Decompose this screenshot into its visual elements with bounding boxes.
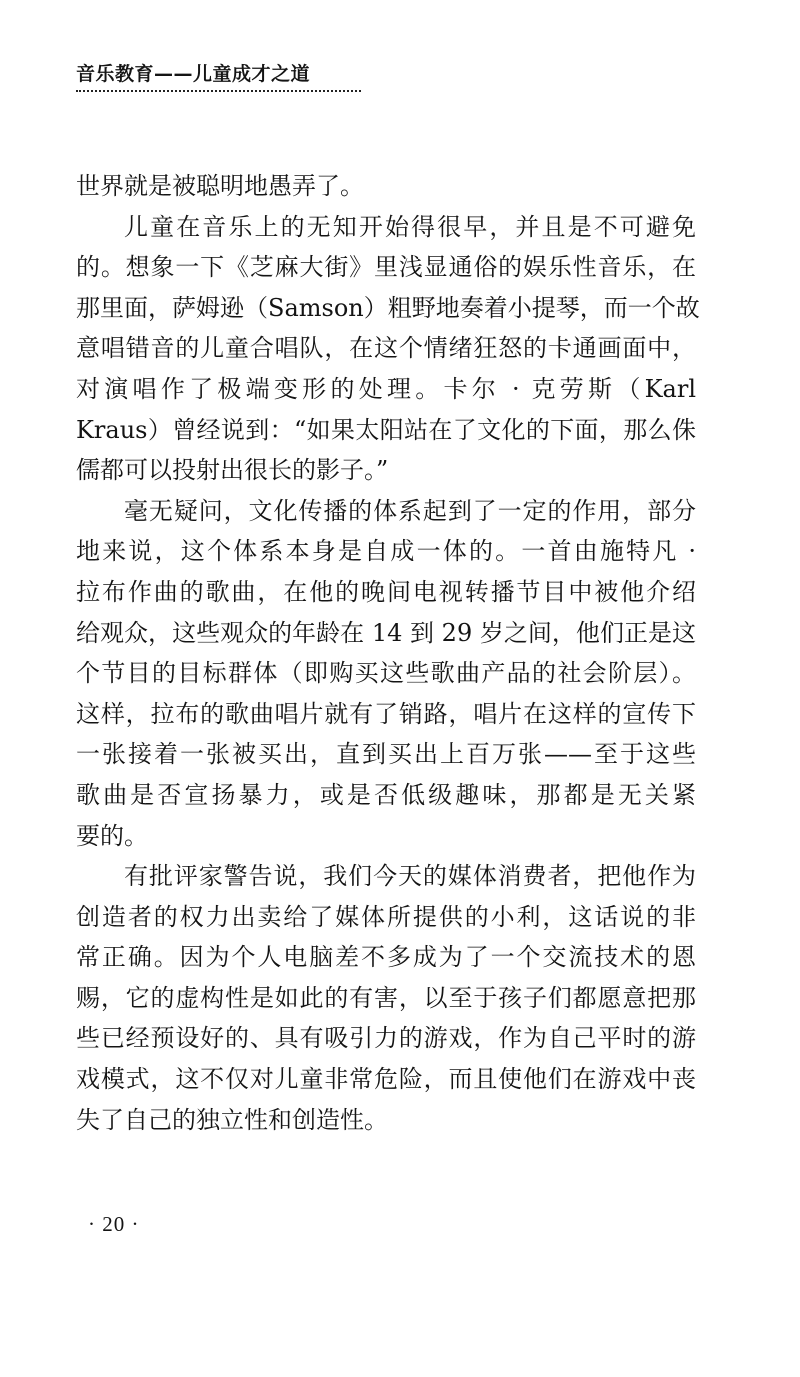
text-line: 一张接着一张被买出，直到买出上百万张——至于这些	[76, 740, 696, 769]
body-text	[76, 166, 700, 1140]
text-line: 创造者的权力出卖给了媒体所提供的小利，这话说的非	[76, 902, 696, 931]
text-line: 意唱错音的儿童合唱队，在这个情绪狂怒的卡通画面中，	[76, 334, 696, 363]
text-line: 拉布作曲的歌曲，在他的晚间电视转播节目中被他介绍	[76, 577, 696, 606]
running-header	[76, 62, 361, 92]
text-line: 儒都可以投射出很长的影子。”	[76, 456, 389, 485]
text-line: 要的。	[76, 821, 148, 850]
text-line: 毫无疑问，文化传播的体系起到了一定的作用，部分	[124, 496, 696, 525]
text-line: 常正确。因为个人电脑差不多成为了一个交流技术的恩	[76, 943, 696, 972]
text-line: 的。想象一下《芝麻大街》里浅显通俗的娱乐性音乐，在	[76, 253, 696, 282]
page-number: · 20 ·	[88, 1212, 140, 1236]
text-line: 失了自己的独立性和创造性。	[76, 1105, 388, 1134]
text-line: 戏模式，这不仅对儿童非常危险，而且使他们在游戏中丧	[76, 1065, 696, 1094]
text-line: 有批评家警告说，我们今天的媒体消费者，把他作为	[124, 862, 696, 891]
running-title: 音乐教育——儿童成才之道	[76, 63, 311, 85]
text-line: 个节目的目标群体（即购买这些歌曲产品的社会阶层）。	[76, 659, 696, 688]
text-line: 儿童在音乐上的无知开始得很早，并且是不可避免	[124, 212, 696, 241]
text-line: 对演唱作了极端变形的处理。卡尔 · 克劳斯（Karl	[76, 374, 696, 403]
text-line: 些已经预设好的、具有吸引力的游戏，作为自己平时的游	[76, 1024, 696, 1053]
text-line: 那里面，萨姆逊（Samson）粗野地奏着小提琴，而一个故	[76, 293, 700, 322]
text-line: Kraus）曾经说到：“如果太阳站在了文化的下面，那么侏	[76, 415, 696, 444]
text-line: 歌曲是否宣扬暴力，或是否低级趣味，那都是无关紧	[76, 780, 696, 809]
text-line: 地来说，这个体系本身是自成一体的。一首由施特凡 ·	[76, 537, 696, 566]
text-line: 这样，拉布的歌曲唱片就有了销路，唱片在这样的宣传下	[76, 699, 696, 728]
text-line: 世界就是被聪明地愚弄了。	[76, 172, 364, 200]
text-line: 赐，它的虚构性是如此的有害，以至于孩子们都愿意把那	[76, 983, 696, 1012]
text-line: 给观众，这些观众的年龄在 14 到 29 岁之间，他们正是这	[76, 618, 696, 647]
